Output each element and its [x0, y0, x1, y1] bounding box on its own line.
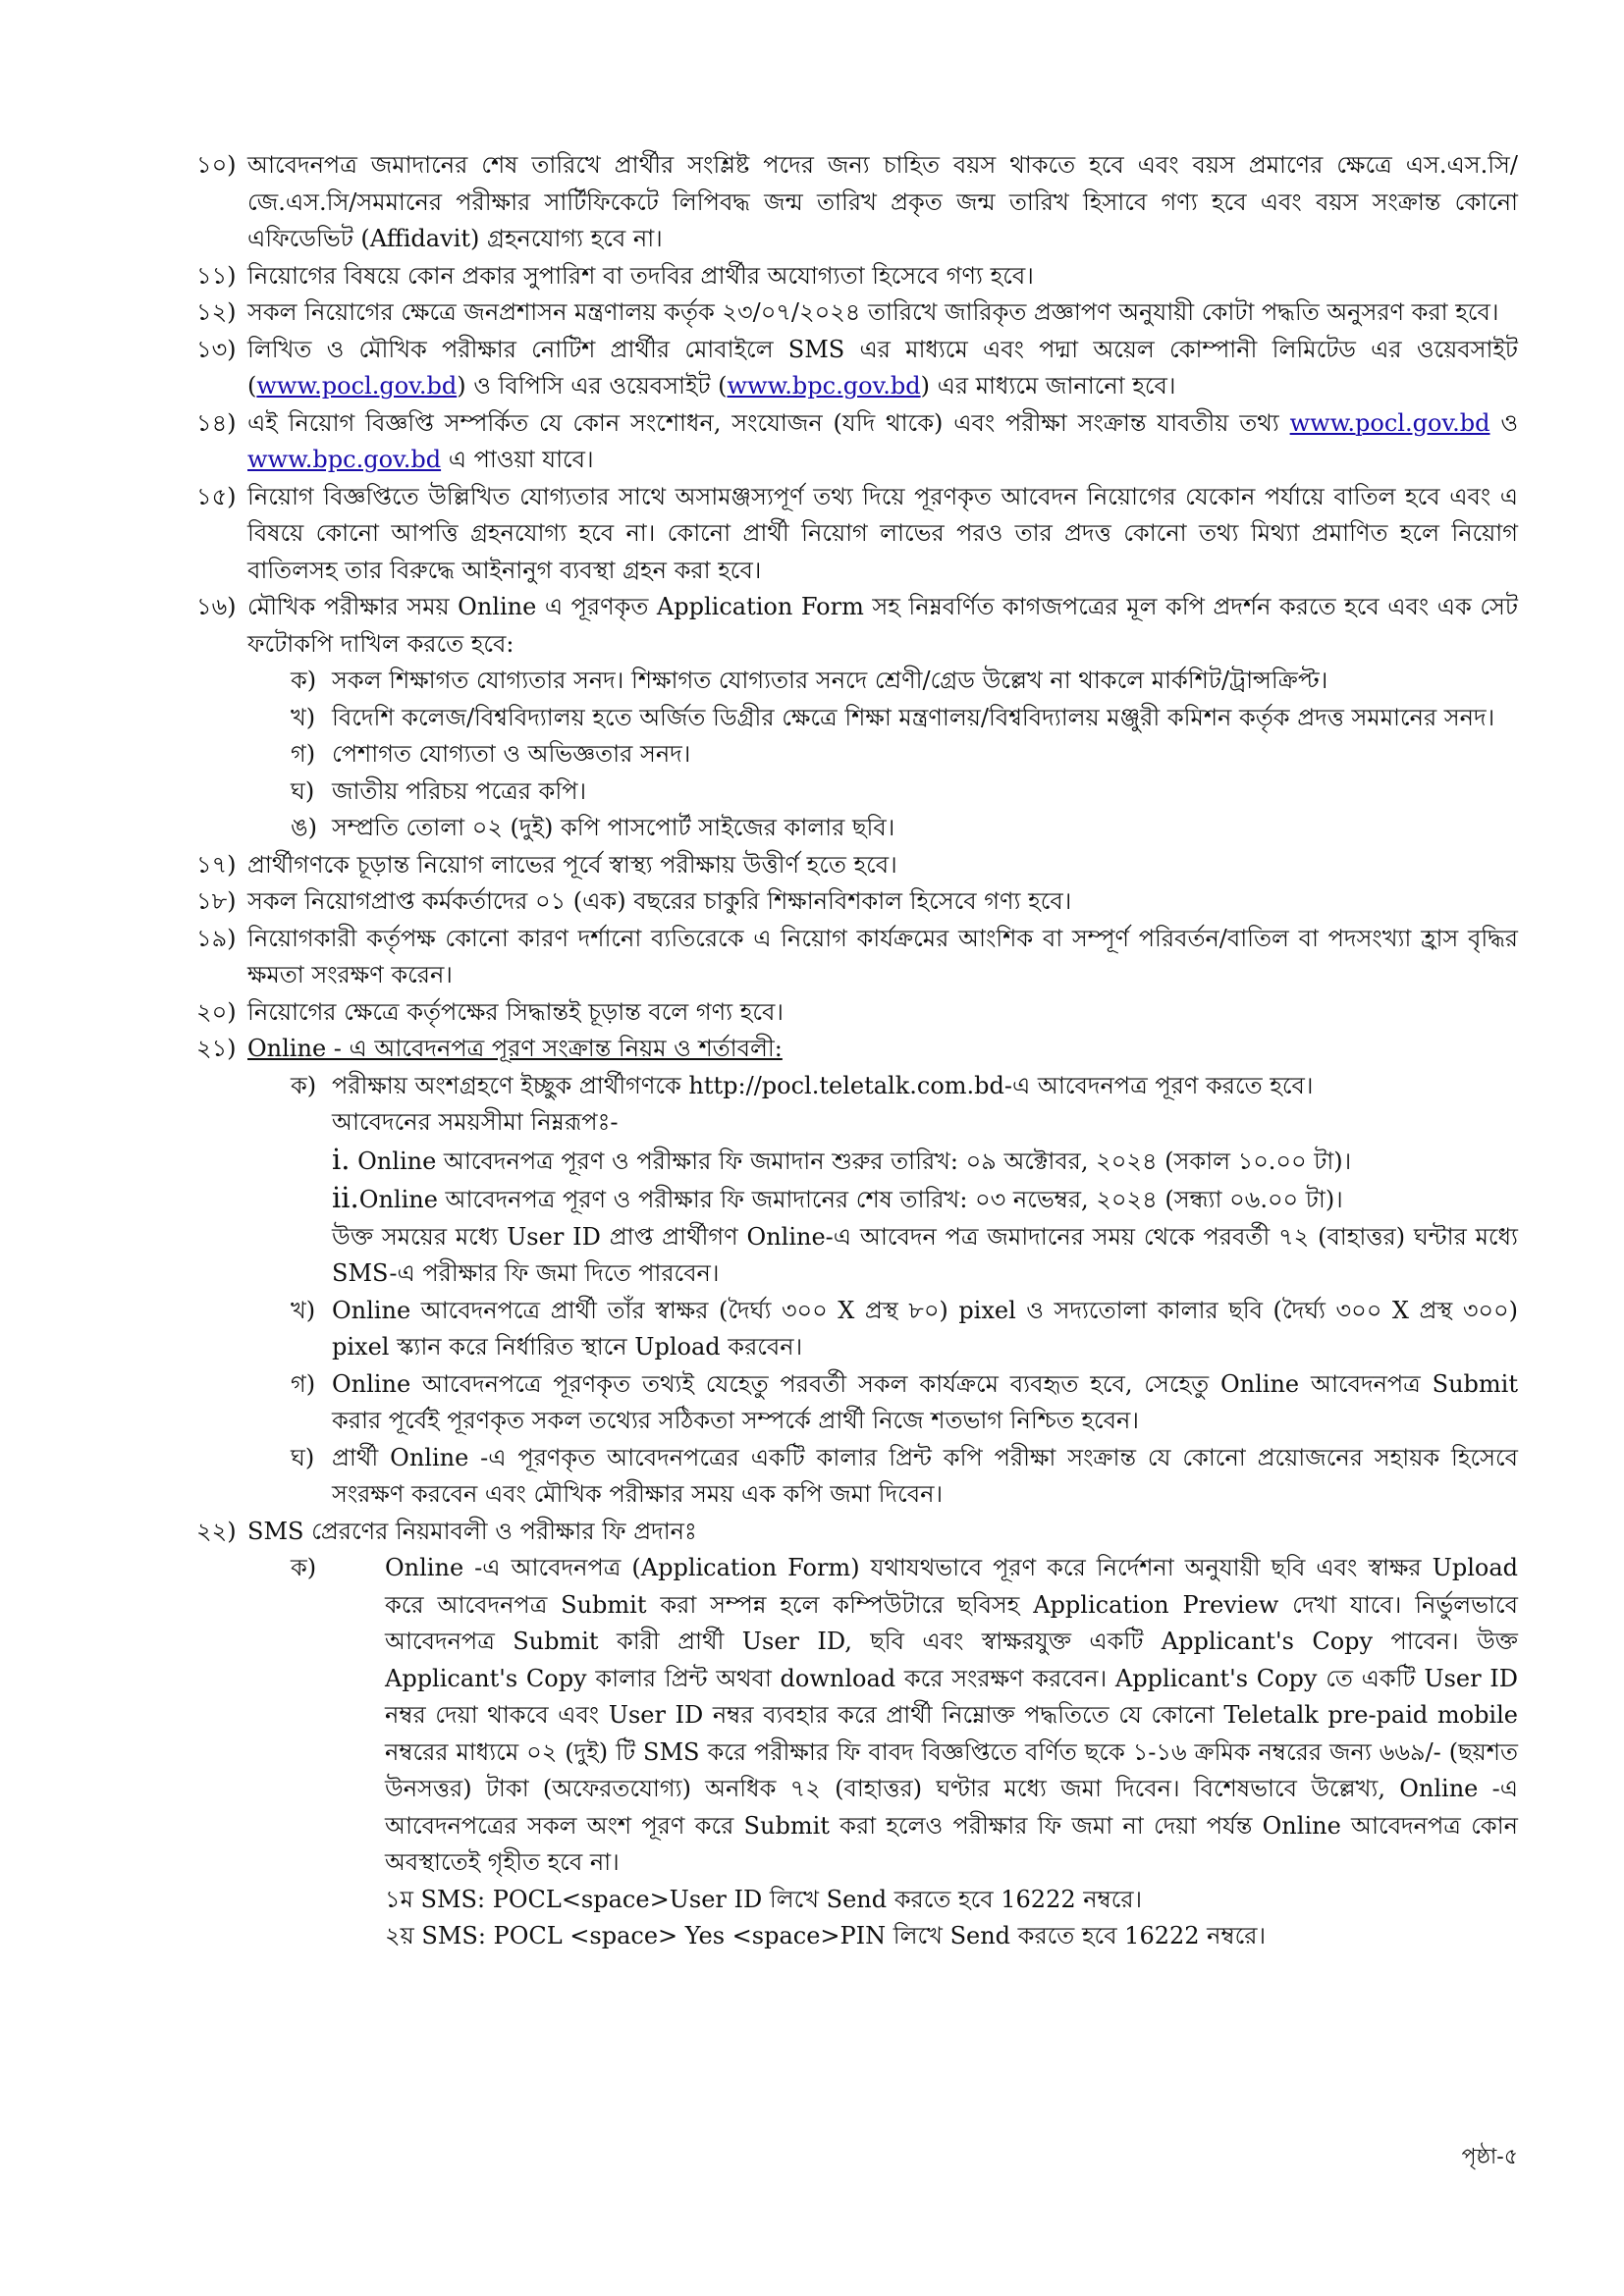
item-text: নিয়োগের ক্ষেত্রে কর্তৃপক্ষের সিদ্ধান্তই চূড়ান্ত বলে গণ্য হবে। [247, 997, 784, 1026]
item-number: ২০) [196, 997, 237, 1026]
item-text-part: ) ও বিপিসি এর ওয়েবসাইট ( [457, 372, 728, 400]
item-16-sub-uma [291, 810, 1518, 847]
item-14 [196, 405, 1518, 479]
item-18 [196, 883, 1518, 921]
sub-text: সম্প্রতি তোলা ০২ (দুই) কপি পাসপোর্ট সাইজের কালার ছবি। [332, 814, 895, 841]
roman-number: ii. [332, 1181, 359, 1214]
item-16 [196, 589, 1518, 663]
item-number: ১৫) [196, 482, 237, 510]
sub-text: সকল শিক্ষাগত যোগ্যতার সনদ। শিক্ষাগত যোগ্যতার সনদে শ্রেণী/গ্রেড উল্লেখ না থাকলে মার্কশিট/ট্রান্সক্রিপ্ট। [332, 667, 1328, 694]
sub-number: ঘ) [291, 776, 315, 805]
sub-text: উক্ত সময়ের মধ্যে User ID প্রাপ্ত প্রার্থীগণ Online-এ আবেদন পত্র জমাদানের সময় থেকে পরবর্তী ৭২ (বাহাত্তর) ঘন্টার মধ্যে SMS-এ পরীক্ষার ফি জমা দিতে পারবেন। [332, 1222, 1518, 1287]
sub-text: পরীক্ষায় অংশগ্রহণে ইচ্ছুক প্রার্থীগণকে http://pocl.teletalk.com.bd-এ আবেদনপত্র পূরণ করতে হবে। [332, 1071, 1314, 1099]
item-number: ২১) [196, 1035, 237, 1062]
sub-number: ক) [291, 1071, 317, 1099]
sub-number: গ) [291, 1369, 316, 1398]
sub-number: ক) [291, 1554, 317, 1581]
pocl-website-link[interactable]: www.pocl.gov.bd [256, 372, 458, 400]
sub-text: Online আবেদনপত্রে প্রার্থী তাঁর স্বাক্ষর (দৈর্ঘ্য ৩০০ X প্রস্থ ৮০) pixel ও সদ্যতোলা কালার ছবি (দৈর্ঘ্য ৩০০ X প্রস্থ ৩০০) pixel স্ক্যান করে নির্ধারিত স্থানে Upload করবেন। [332, 1296, 1518, 1361]
sub-text: বিদেশি কলেজ/বিশ্ববিদ্যালয় হতে অর্জিত ডিগ্রীর ক্ষেত্রে শিক্ষা মন্ত্রণালয়/বিশ্ববিদ্যালয় মঞ্জুরী কমিশন কর্তৃক প্রদত্ত সমমানের সনদ। [332, 703, 1495, 731]
item-text: সকল নিয়োগপ্রাপ্ত কর্মকর্তাদের ০১ (এক) বছরের চাকুরি শিক্ষানবিশকাল হিসেবে গণ্য হবে। [247, 887, 1072, 915]
item-21-heading: Online - এ আবেদনপত্র পূরণ সংক্রান্ত নিয়ম ও শর্তাবলী: [247, 1035, 783, 1062]
bpc-website-link[interactable]: www.bpc.gov.bd [247, 446, 442, 473]
item-16-sub-ga [291, 736, 1518, 774]
sms-second-format: ২য় SMS: POCL <space> Yes <space>PIN লিখে Send করতে হবে 16222 নম্বরে। [385, 1922, 1267, 1949]
item-22 [196, 1514, 1518, 1551]
item-22-sub-ka [291, 1550, 1518, 1955]
item-text-part: এই নিয়োগ বিজ্ঞপ্তি সম্পর্কিত যে কোন সংশোধন, সংযোজন (যদি থাকে) এবং পরীক্ষা সংক্রান্ত যাবতীয় তথ্য [247, 408, 1290, 437]
roman-item-ii [332, 1180, 1518, 1219]
item-16-sub-ka [291, 663, 1518, 700]
item-text: নিয়োগের বিষয়ে কোন প্রকার সুপারিশ বা তদবির প্রার্থীর অযোগ্যতা হিসেবে গণ্য হবে। [247, 261, 1034, 290]
item-number: ১৯) [196, 924, 237, 952]
sub-number: গ) [291, 740, 316, 768]
item-20 [196, 994, 1518, 1032]
item-text [247, 405, 1518, 479]
roman-item-i [332, 1142, 1518, 1181]
roman-text: Online আবেদনপত্র পূরণ ও পরীক্ষার ফি জমাদানের শেষ তারিখ: ০৩ নভেম্বর, ২০২৪ (সন্ধ্যা ০৬.০০ টা)। [358, 1186, 1343, 1213]
item-text-part: ও [1489, 408, 1519, 437]
sub-number: খ) [291, 703, 316, 731]
document-body [196, 147, 1518, 1955]
item-21-sub-kha [291, 1293, 1518, 1366]
sub-text: জাতীয় পরিচয় পত্রের কপি। [332, 776, 587, 805]
sms-instructions-paragraph: Online -এ আবেদনপত্র (Application Form) যথাযথভাবে পূরণ করে নির্দেশনা অনুযায়ী ছবি এবং স্বাক্ষর Upload করে আবেদনপত্র Submit করা সম্পন্ন হলে কম্পিউটারে ছবিসহ Application Preview দেখা যাবে। নির্ভুলভাবে আবেদনপত্র Submit কারী প্রার্থী User ID, ছবি এবং স্বাক্ষরযুক্ত একটি Applicant's Copy পাবেন। উক্ত Applicant's Copy কালার প্রিন্ট অথবা download করে সংরক্ষণ করবেন। Applicant's Copy তে একটি User ID নম্বর দেয়া থাকবে এবং User ID নম্বর ব্যবহার করে প্রার্থী নিম্নোক্ত পদ্ধতিতে যে কোনো Teletalk pre-paid mobile নম্বরের মাধ্যমে ০২ (দুই) টি SMS করে পরীক্ষার ফি বাবদ বিজ্ঞপ্তিতে বর্ণিত ছকে ১-১৬ ক্রমিক নম্বরের জন্য ৬৬৯/- (ছয়শত উনসত্তর) টাকা (অফেরতযোগ্য) অনধিক ৭২ (বাহাত্তর) ঘণ্টার মধ্যে জমা দিবেন। বিশেষভাবে উল্লেখ্য, Online -এ আবেদনপত্রের সকল অংশ পূরণ করে Submit করা হলেও পরীক্ষার ফি জমা না দেয়া পর্যন্ত Online আবেদনপত্র কোন অবস্থাতেই গৃহীত হবে না। [385, 1554, 1518, 1876]
item-text: সকল নিয়োগের ক্ষেত্রে জনপ্রশাসন মন্ত্রণালয় কর্তৃক ২৩/০৭/২০২৪ তারিখে জারিকৃত প্রজ্ঞাপণ অনুযায়ী কোটা পদ্ধতি অনুসরণ করা হবে। [247, 298, 1499, 326]
item-number: ১৪) [196, 408, 237, 437]
item-text-part: এ পাওয়া যাবে। [441, 446, 594, 473]
item-11 [196, 258, 1518, 295]
page-number: পৃষ্ঠা-৫ [1461, 2145, 1518, 2169]
item-16-sub-kha [291, 700, 1518, 737]
item-19 [196, 921, 1518, 994]
item-16-sub-gha [291, 774, 1518, 811]
item-21-sub-gha [291, 1440, 1518, 1514]
item-text [247, 332, 1518, 405]
item-text-part: ) এর মাধ্যমে জানানো হবে। [920, 372, 1176, 400]
sub-number: ক) [291, 667, 317, 694]
item-13 [196, 332, 1518, 405]
item-text: নিয়োগকারী কর্তৃপক্ষ কোনো কারণ দর্শানো ব্যতিরেকে এ নিয়োগ কার্যক্রমের আংশিক বা সম্পূর্ণ পরিবর্তন/বাতিল বা পদসংখ্যা হ্রাস বৃদ্ধির ক্ষমতা সংরক্ষণ করেন। [247, 924, 1518, 988]
item-number: ১৩) [196, 335, 237, 363]
item-text: প্রার্থীগণকে চূড়ান্ত নিয়োগ লাভের পূর্বে স্বাস্থ্য পরীক্ষায় উত্তীর্ণ হতে হবে। [247, 850, 897, 879]
item-number: ১২) [196, 298, 237, 326]
item-text: আবেদনপত্র জমাদানের শেষ তারিখে প্রার্থীর সংশ্লিষ্ট পদের জন্য চাহিত বয়স থাকতে হবে এবং বয়স প্রমাণের ক্ষেত্রে এস.এস.সি/জে.এস.সি/সমমানের পরীক্ষার সার্টিফিকেটে লিপিবদ্ধ জন্ম তারিখ প্রকৃত জন্ম তারিখ হিসাবে গণ্য হবে এবং বয়স সংক্রান্ত কোনো এফিডেভিট (Affidavit) গ্রহনযোগ্য হবে না। [247, 151, 1518, 252]
sub-text: Online আবেদনপত্রে পূরণকৃত তথ্যই যেহেতু পরবর্তী সকল কার্যক্রমে ব্যবহৃত হবে, সেহেতু Online আবেদনপত্র Submit করার পূর্বেই পূরণকৃত সকল তথ্যের সঠিকতা সম্পর্কে প্রার্থী নিজে শতভাগ নিশ্চিত হবেন। [332, 1369, 1518, 1434]
item-21-sub-ka [291, 1068, 1518, 1293]
item-15 [196, 479, 1518, 590]
sub-number: ঙ) [291, 814, 317, 841]
item-number: ১৮) [196, 887, 237, 915]
item-10 [196, 147, 1518, 258]
item-text: মৌখিক পরীক্ষার সময় Online এ পূরণকৃত Application Form সহ নিম্নবর্ণিত কাগজপত্রের মূল কপি প্রদর্শন করতে হবে এবং এক সেট ফটোকপি দাখিল করতে হবে: [247, 593, 1518, 658]
bpc-website-link[interactable]: www.bpc.gov.bd [727, 372, 921, 400]
sub-number: ঘ) [291, 1443, 315, 1471]
sub-text: পেশাগত যোগ্যতা ও অভিজ্ঞতার সনদ। [332, 740, 691, 768]
sub-number: খ) [291, 1296, 316, 1324]
roman-text: Online আবেদনপত্র পূরণ ও পরীক্ষার ফি জমাদান শুরুর তারিখ: ০৯ অক্টোবর, ২০২৪ (সকাল ১০.০০ টা)। [350, 1147, 1352, 1175]
item-text-part: লিখিত ও মৌখিক পরীক্ষার নোটিশ প্রার্থীর মোবাইলে SMS এর মাধ্যমে এবং পদ্মা অয়েল কোম্পানী লিমিটেড এর ওয়েবসাইট ( [247, 335, 1518, 400]
roman-number: i. [332, 1142, 351, 1176]
item-17 [196, 847, 1518, 884]
sub-text: আবেদনের সময়সীমা নিম্নরূপঃ- [332, 1108, 619, 1136]
item-22-heading: SMS প্রেরণের নিয়মাবলী ও পরীক্ষার ফি প্রদানঃ [247, 1517, 697, 1545]
sms-first-format: ১ম SMS: POCL<space>User ID লিখে Send করতে হবে 16222 নম্বরে। [385, 1885, 1143, 1913]
item-number: ১৬) [196, 593, 237, 620]
item-21-sub-ga [291, 1366, 1518, 1440]
item-number: ১১) [196, 261, 237, 290]
item-number: ১০) [196, 151, 237, 179]
item-number: ১৭) [196, 850, 237, 879]
sub-text: প্রার্থী Online -এ পূরণকৃত আবেদনপত্রের একটি কালার প্রিন্ট কপি পরীক্ষা সংক্রান্ত যে কোনো প্রয়োজনের সহায়ক হিসেবে সংরক্ষণ করবেন এবং মৌখিক পরীক্ষার সময় এক কপি জমা দিবেন। [332, 1443, 1518, 1508]
item-12 [196, 294, 1518, 332]
item-21 [196, 1031, 1518, 1068]
pocl-website-link[interactable]: www.pocl.gov.bd [1289, 408, 1490, 437]
item-text: নিয়োগ বিজ্ঞপ্তিতে উল্লিখিত যোগ্যতার সাথে অসামঞ্জস্যপূর্ণ তথ্য দিয়ে পূরণকৃত আবেদন নিয়োগের যেকোন পর্যায়ে বাতিল হবে এবং এ বিষয়ে কোনো আপত্তি গ্রহনযোগ্য হবে না। কোনো প্রার্থী নিয়োগ লাভের পরও তার প্রদত্ত কোনো তথ্য মিথ্যা প্রমাণিত হলে নিয়োগ বাতিলসহ তার বিরুদ্ধে আইনানুগ ব্যবস্থা গ্রহন করা হবে। [247, 482, 1518, 584]
item-number: ২২) [196, 1517, 237, 1545]
